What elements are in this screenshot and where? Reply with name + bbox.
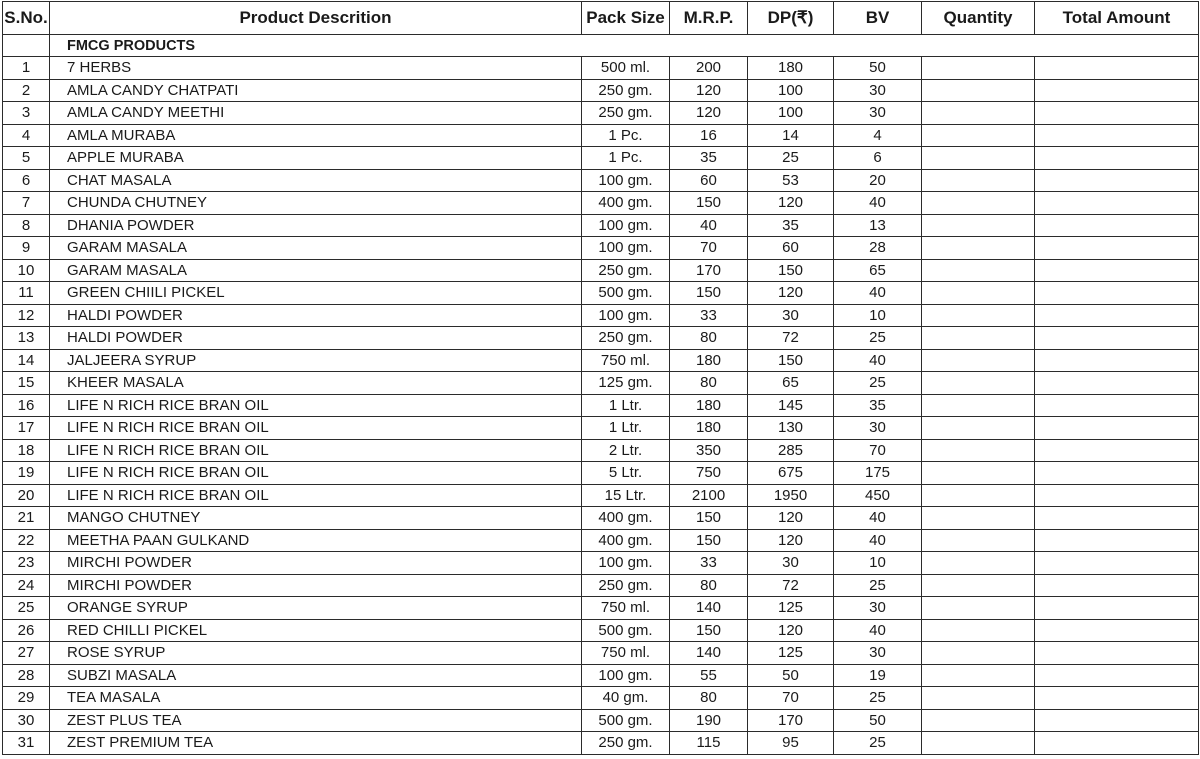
- cell-bv: 30: [834, 597, 922, 620]
- cell-pack-size: 750 ml.: [582, 349, 670, 372]
- cell-pack-size: 40 gm.: [582, 687, 670, 710]
- cell-bv: 65: [834, 259, 922, 282]
- table-row: [3, 214, 1199, 237]
- cell-mrp: 55: [670, 664, 748, 687]
- cell-pack-size: 750 ml.: [582, 642, 670, 665]
- cell-bv: 35: [834, 394, 922, 417]
- cell-sno: 12: [3, 304, 50, 327]
- cell-mrp: 60: [670, 169, 748, 192]
- cell-total-amount: [1035, 732, 1199, 755]
- table-row: [3, 552, 1199, 575]
- cell-quantity[interactable]: [922, 484, 1035, 507]
- cell-pack-size: 100 gm.: [582, 169, 670, 192]
- cell-dp: 120: [748, 192, 834, 215]
- cell-sno: 25: [3, 597, 50, 620]
- cell-quantity[interactable]: [922, 169, 1035, 192]
- cell-quantity[interactable]: [922, 687, 1035, 710]
- table-row: [3, 169, 1199, 192]
- cell-quantity[interactable]: [922, 259, 1035, 282]
- cell-bv: 50: [834, 709, 922, 732]
- cell-mrp: 180: [670, 417, 748, 440]
- cell-total-amount: [1035, 484, 1199, 507]
- cell-sno: 13: [3, 327, 50, 350]
- cell-quantity[interactable]: [922, 327, 1035, 350]
- cell-bv: 13: [834, 214, 922, 237]
- product-price-table: [2, 1, 1199, 755]
- cell-dp: 25: [748, 147, 834, 170]
- cell-sno: 5: [3, 147, 50, 170]
- cell-description: AMLA CANDY MEETHI: [50, 102, 582, 125]
- table-row: [3, 687, 1199, 710]
- table-row: [3, 304, 1199, 327]
- cell-total-amount: [1035, 529, 1199, 552]
- cell-mrp: 120: [670, 79, 748, 102]
- cell-mrp: 120: [670, 102, 748, 125]
- cell-quantity[interactable]: [922, 192, 1035, 215]
- cell-total-amount: [1035, 147, 1199, 170]
- cell-quantity[interactable]: [922, 574, 1035, 597]
- cell-total-amount: [1035, 394, 1199, 417]
- cell-quantity[interactable]: [922, 709, 1035, 732]
- cell-quantity[interactable]: [922, 394, 1035, 417]
- cell-quantity[interactable]: [922, 529, 1035, 552]
- cell-dp: 30: [748, 552, 834, 575]
- cell-total-amount: [1035, 259, 1199, 282]
- cell-dp: 125: [748, 597, 834, 620]
- cell-description: CHUNDA CHUTNEY: [50, 192, 582, 215]
- cell-bv: 40: [834, 507, 922, 530]
- cell-sno: 26: [3, 619, 50, 642]
- cell-mrp: 750: [670, 462, 748, 485]
- cell-description: RED CHILLI PICKEL: [50, 619, 582, 642]
- table-row: [3, 79, 1199, 102]
- cell-mrp: 16: [670, 124, 748, 147]
- cell-mrp: 115: [670, 732, 748, 755]
- cell-pack-size: 100 gm.: [582, 214, 670, 237]
- cell-sno: 22: [3, 529, 50, 552]
- cell-mrp: 33: [670, 304, 748, 327]
- cell-dp: 100: [748, 102, 834, 125]
- cell-pack-size: 1 Pc.: [582, 124, 670, 147]
- header-pack-size: Pack Size: [582, 2, 670, 35]
- table-row: [3, 417, 1199, 440]
- cell-pack-size: 750 ml.: [582, 597, 670, 620]
- cell-bv: 70: [834, 439, 922, 462]
- cell-bv: 20: [834, 169, 922, 192]
- table-row: [3, 57, 1199, 80]
- cell-description: MIRCHI POWDER: [50, 574, 582, 597]
- cell-dp: 53: [748, 169, 834, 192]
- cell-pack-size: 1 Ltr.: [582, 394, 670, 417]
- table-row: [3, 597, 1199, 620]
- header-dp: DP(₹): [748, 2, 834, 35]
- cell-mrp: 80: [670, 687, 748, 710]
- cell-description: ORANGE SYRUP: [50, 597, 582, 620]
- cell-mrp: 33: [670, 552, 748, 575]
- cell-mrp: 35: [670, 147, 748, 170]
- table-body: [3, 35, 1199, 755]
- cell-description: GREEN CHIILI PICKEL: [50, 282, 582, 305]
- cell-quantity[interactable]: [922, 372, 1035, 395]
- cell-dp: 120: [748, 529, 834, 552]
- cell-description: TEA MASALA: [50, 687, 582, 710]
- cell-sno: 10: [3, 259, 50, 282]
- cell-sno: 20: [3, 484, 50, 507]
- table-row: [3, 642, 1199, 665]
- cell-dp: 95: [748, 732, 834, 755]
- cell-quantity[interactable]: [922, 57, 1035, 80]
- section-row: [3, 35, 1199, 57]
- cell-bv: 4: [834, 124, 922, 147]
- cell-total-amount: [1035, 124, 1199, 147]
- cell-bv: 25: [834, 327, 922, 350]
- cell-description: MANGO CHUTNEY: [50, 507, 582, 530]
- cell-pack-size: 400 gm.: [582, 192, 670, 215]
- cell-description: AMLA MURABA: [50, 124, 582, 147]
- cell-sno: 28: [3, 664, 50, 687]
- cell-total-amount: [1035, 642, 1199, 665]
- cell-total-amount: [1035, 304, 1199, 327]
- cell-sno: 21: [3, 507, 50, 530]
- cell-description: HALDI POWDER: [50, 304, 582, 327]
- cell-quantity[interactable]: [922, 304, 1035, 327]
- cell-total-amount: [1035, 169, 1199, 192]
- cell-total-amount: [1035, 687, 1199, 710]
- cell-bv: 40: [834, 349, 922, 372]
- cell-pack-size: 15 Ltr.: [582, 484, 670, 507]
- cell-sno: 11: [3, 282, 50, 305]
- cell-sno: 18: [3, 439, 50, 462]
- cell-sno: 17: [3, 417, 50, 440]
- cell-description: KHEER MASALA: [50, 372, 582, 395]
- cell-description: CHAT MASALA: [50, 169, 582, 192]
- cell-total-amount: [1035, 597, 1199, 620]
- cell-bv: 25: [834, 372, 922, 395]
- header-sno: S.No.: [3, 2, 50, 35]
- cell-bv: 28: [834, 237, 922, 260]
- table-row: [3, 259, 1199, 282]
- cell-total-amount: [1035, 79, 1199, 102]
- table-row: [3, 237, 1199, 260]
- cell-pack-size: 5 Ltr.: [582, 462, 670, 485]
- cell-bv: 30: [834, 79, 922, 102]
- cell-dp: 285: [748, 439, 834, 462]
- cell-pack-size: 250 gm.: [582, 574, 670, 597]
- cell-mrp: 180: [670, 349, 748, 372]
- cell-sno: 24: [3, 574, 50, 597]
- cell-pack-size: 250 gm.: [582, 259, 670, 282]
- cell-bv: 25: [834, 732, 922, 755]
- cell-sno: 9: [3, 237, 50, 260]
- cell-mrp: 150: [670, 529, 748, 552]
- header-description: Product Descrition: [50, 2, 582, 35]
- cell-mrp: 190: [670, 709, 748, 732]
- header-row: [3, 2, 1199, 35]
- cell-dp: 675: [748, 462, 834, 485]
- cell-total-amount: [1035, 507, 1199, 530]
- cell-sno: 7: [3, 192, 50, 215]
- cell-dp: 14: [748, 124, 834, 147]
- cell-total-amount: [1035, 102, 1199, 125]
- cell-mrp: 170: [670, 259, 748, 282]
- cell-sno: 23: [3, 552, 50, 575]
- cell-description: 7 HERBS: [50, 57, 582, 80]
- cell-quantity[interactable]: [922, 237, 1035, 260]
- cell-total-amount: [1035, 349, 1199, 372]
- header-bv: BV: [834, 2, 922, 35]
- cell-total-amount: [1035, 462, 1199, 485]
- cell-bv: 175: [834, 462, 922, 485]
- cell-quantity[interactable]: [922, 642, 1035, 665]
- cell-pack-size: 100 gm.: [582, 304, 670, 327]
- cell-dp: 150: [748, 349, 834, 372]
- cell-sno: 8: [3, 214, 50, 237]
- table-row: [3, 664, 1199, 687]
- cell-quantity[interactable]: [922, 282, 1035, 305]
- cell-sno: 2: [3, 79, 50, 102]
- cell-mrp: 140: [670, 597, 748, 620]
- cell-dp: 180: [748, 57, 834, 80]
- cell-total-amount: [1035, 237, 1199, 260]
- cell-sno: 29: [3, 687, 50, 710]
- table-row: [3, 192, 1199, 215]
- cell-mrp: 350: [670, 439, 748, 462]
- cell-dp: 72: [748, 574, 834, 597]
- cell-bv: 6: [834, 147, 922, 170]
- cell-pack-size: 100 gm.: [582, 664, 670, 687]
- cell-quantity[interactable]: [922, 102, 1035, 125]
- cell-mrp: 80: [670, 574, 748, 597]
- cell-dp: 130: [748, 417, 834, 440]
- cell-dp: 1950: [748, 484, 834, 507]
- cell-sno: 4: [3, 124, 50, 147]
- table-row: [3, 147, 1199, 170]
- cell-total-amount: [1035, 282, 1199, 305]
- cell-sno: 3: [3, 102, 50, 125]
- cell-quantity[interactable]: [922, 79, 1035, 102]
- cell-bv: 40: [834, 619, 922, 642]
- cell-description: MIRCHI POWDER: [50, 552, 582, 575]
- cell-mrp: 150: [670, 507, 748, 530]
- cell-pack-size: 1 Ltr.: [582, 417, 670, 440]
- section-sno-cell: [3, 35, 50, 57]
- cell-total-amount: [1035, 417, 1199, 440]
- cell-description: LIFE N RICH RICE BRAN OIL: [50, 439, 582, 462]
- cell-quantity[interactable]: [922, 417, 1035, 440]
- cell-pack-size: 250 gm.: [582, 327, 670, 350]
- table-row: [3, 102, 1199, 125]
- cell-dp: 125: [748, 642, 834, 665]
- cell-pack-size: 1 Pc.: [582, 147, 670, 170]
- cell-dp: 65: [748, 372, 834, 395]
- cell-description: DHANIA POWDER: [50, 214, 582, 237]
- cell-quantity[interactable]: [922, 462, 1035, 485]
- cell-total-amount: [1035, 372, 1199, 395]
- cell-quantity[interactable]: [922, 439, 1035, 462]
- cell-total-amount: [1035, 552, 1199, 575]
- cell-description: ZEST PLUS TEA: [50, 709, 582, 732]
- cell-sno: 6: [3, 169, 50, 192]
- cell-description: MEETHA PAAN GULKAND: [50, 529, 582, 552]
- cell-bv: 10: [834, 304, 922, 327]
- cell-bv: 40: [834, 529, 922, 552]
- cell-pack-size: 100 gm.: [582, 237, 670, 260]
- cell-quantity[interactable]: [922, 214, 1035, 237]
- cell-bv: 50: [834, 57, 922, 80]
- cell-quantity[interactable]: [922, 349, 1035, 372]
- cell-dp: 50: [748, 664, 834, 687]
- cell-sno: 19: [3, 462, 50, 485]
- cell-total-amount: [1035, 619, 1199, 642]
- cell-description: AMLA CANDY CHATPATI: [50, 79, 582, 102]
- table-row: [3, 349, 1199, 372]
- cell-quantity[interactable]: [922, 619, 1035, 642]
- cell-dp: 72: [748, 327, 834, 350]
- cell-description: LIFE N RICH RICE BRAN OIL: [50, 394, 582, 417]
- cell-bv: 19: [834, 664, 922, 687]
- cell-quantity[interactable]: [922, 147, 1035, 170]
- cell-dp: 60: [748, 237, 834, 260]
- cell-dp: 170: [748, 709, 834, 732]
- header-total-amount: Total Amount: [1035, 2, 1199, 35]
- cell-mrp: 150: [670, 619, 748, 642]
- cell-sno: 27: [3, 642, 50, 665]
- cell-pack-size: 250 gm.: [582, 732, 670, 755]
- table-row: [3, 529, 1199, 552]
- cell-description: GARAM MASALA: [50, 259, 582, 282]
- cell-sno: 16: [3, 394, 50, 417]
- cell-dp: 100: [748, 79, 834, 102]
- cell-description: ZEST PREMIUM TEA: [50, 732, 582, 755]
- cell-description: LIFE N RICH RICE BRAN OIL: [50, 462, 582, 485]
- cell-bv: 30: [834, 102, 922, 125]
- cell-mrp: 80: [670, 372, 748, 395]
- cell-total-amount: [1035, 214, 1199, 237]
- table-row: [3, 282, 1199, 305]
- table-row: [3, 619, 1199, 642]
- cell-dp: 150: [748, 259, 834, 282]
- cell-pack-size: 500 gm.: [582, 282, 670, 305]
- cell-dp: 120: [748, 507, 834, 530]
- cell-total-amount: [1035, 709, 1199, 732]
- table-row: [3, 439, 1199, 462]
- cell-quantity[interactable]: [922, 597, 1035, 620]
- cell-mrp: 80: [670, 327, 748, 350]
- cell-total-amount: [1035, 574, 1199, 597]
- cell-total-amount: [1035, 439, 1199, 462]
- cell-bv: 450: [834, 484, 922, 507]
- cell-quantity[interactable]: [922, 124, 1035, 147]
- cell-mrp: 200: [670, 57, 748, 80]
- cell-dp: 145: [748, 394, 834, 417]
- table-row: [3, 394, 1199, 417]
- cell-pack-size: 250 gm.: [582, 102, 670, 125]
- cell-mrp: 180: [670, 394, 748, 417]
- cell-total-amount: [1035, 192, 1199, 215]
- cell-description: ROSE SYRUP: [50, 642, 582, 665]
- cell-mrp: 150: [670, 192, 748, 215]
- cell-sno: 31: [3, 732, 50, 755]
- cell-bv: 10: [834, 552, 922, 575]
- cell-pack-size: 500 gm.: [582, 709, 670, 732]
- cell-pack-size: 100 gm.: [582, 552, 670, 575]
- cell-total-amount: [1035, 664, 1199, 687]
- cell-bv: 30: [834, 642, 922, 665]
- cell-dp: 120: [748, 282, 834, 305]
- cell-description: LIFE N RICH RICE BRAN OIL: [50, 417, 582, 440]
- header-quantity: Quantity: [922, 2, 1035, 35]
- cell-dp: 70: [748, 687, 834, 710]
- cell-total-amount: [1035, 57, 1199, 80]
- cell-pack-size: 500 gm.: [582, 619, 670, 642]
- cell-pack-size: 125 gm.: [582, 372, 670, 395]
- cell-pack-size: 400 gm.: [582, 507, 670, 530]
- cell-mrp: 140: [670, 642, 748, 665]
- cell-mrp: 2100: [670, 484, 748, 507]
- table-row: [3, 709, 1199, 732]
- cell-mrp: 40: [670, 214, 748, 237]
- cell-description: HALDI POWDER: [50, 327, 582, 350]
- cell-mrp: 70: [670, 237, 748, 260]
- cell-bv: 25: [834, 687, 922, 710]
- cell-quantity[interactable]: [922, 664, 1035, 687]
- cell-pack-size: 400 gm.: [582, 529, 670, 552]
- cell-quantity[interactable]: [922, 732, 1035, 755]
- cell-bv: 25: [834, 574, 922, 597]
- cell-sno: 15: [3, 372, 50, 395]
- cell-bv: 30: [834, 417, 922, 440]
- cell-bv: 40: [834, 282, 922, 305]
- cell-dp: 30: [748, 304, 834, 327]
- cell-description: GARAM MASALA: [50, 237, 582, 260]
- table-row: [3, 124, 1199, 147]
- table-row: [3, 732, 1199, 755]
- cell-dp: 35: [748, 214, 834, 237]
- table-row: [3, 484, 1199, 507]
- cell-bv: 40: [834, 192, 922, 215]
- cell-sno: 1: [3, 57, 50, 80]
- cell-quantity[interactable]: [922, 507, 1035, 530]
- cell-description: APPLE MURABA: [50, 147, 582, 170]
- cell-total-amount: [1035, 327, 1199, 350]
- cell-pack-size: 2 Ltr.: [582, 439, 670, 462]
- table-row: [3, 507, 1199, 530]
- table-row: [3, 372, 1199, 395]
- section-title: FMCG PRODUCTS: [50, 35, 1199, 57]
- table-row: [3, 574, 1199, 597]
- cell-pack-size: 250 gm.: [582, 79, 670, 102]
- header-mrp: M.R.P.: [670, 2, 748, 35]
- cell-sno: 30: [3, 709, 50, 732]
- cell-mrp: 150: [670, 282, 748, 305]
- cell-description: SUBZI MASALA: [50, 664, 582, 687]
- cell-description: JALJEERA SYRUP: [50, 349, 582, 372]
- cell-quantity[interactable]: [922, 552, 1035, 575]
- cell-sno: 14: [3, 349, 50, 372]
- cell-description: LIFE N RICH RICE BRAN OIL: [50, 484, 582, 507]
- table-row: [3, 327, 1199, 350]
- cell-dp: 120: [748, 619, 834, 642]
- table-row: [3, 462, 1199, 485]
- cell-pack-size: 500 ml.: [582, 57, 670, 80]
